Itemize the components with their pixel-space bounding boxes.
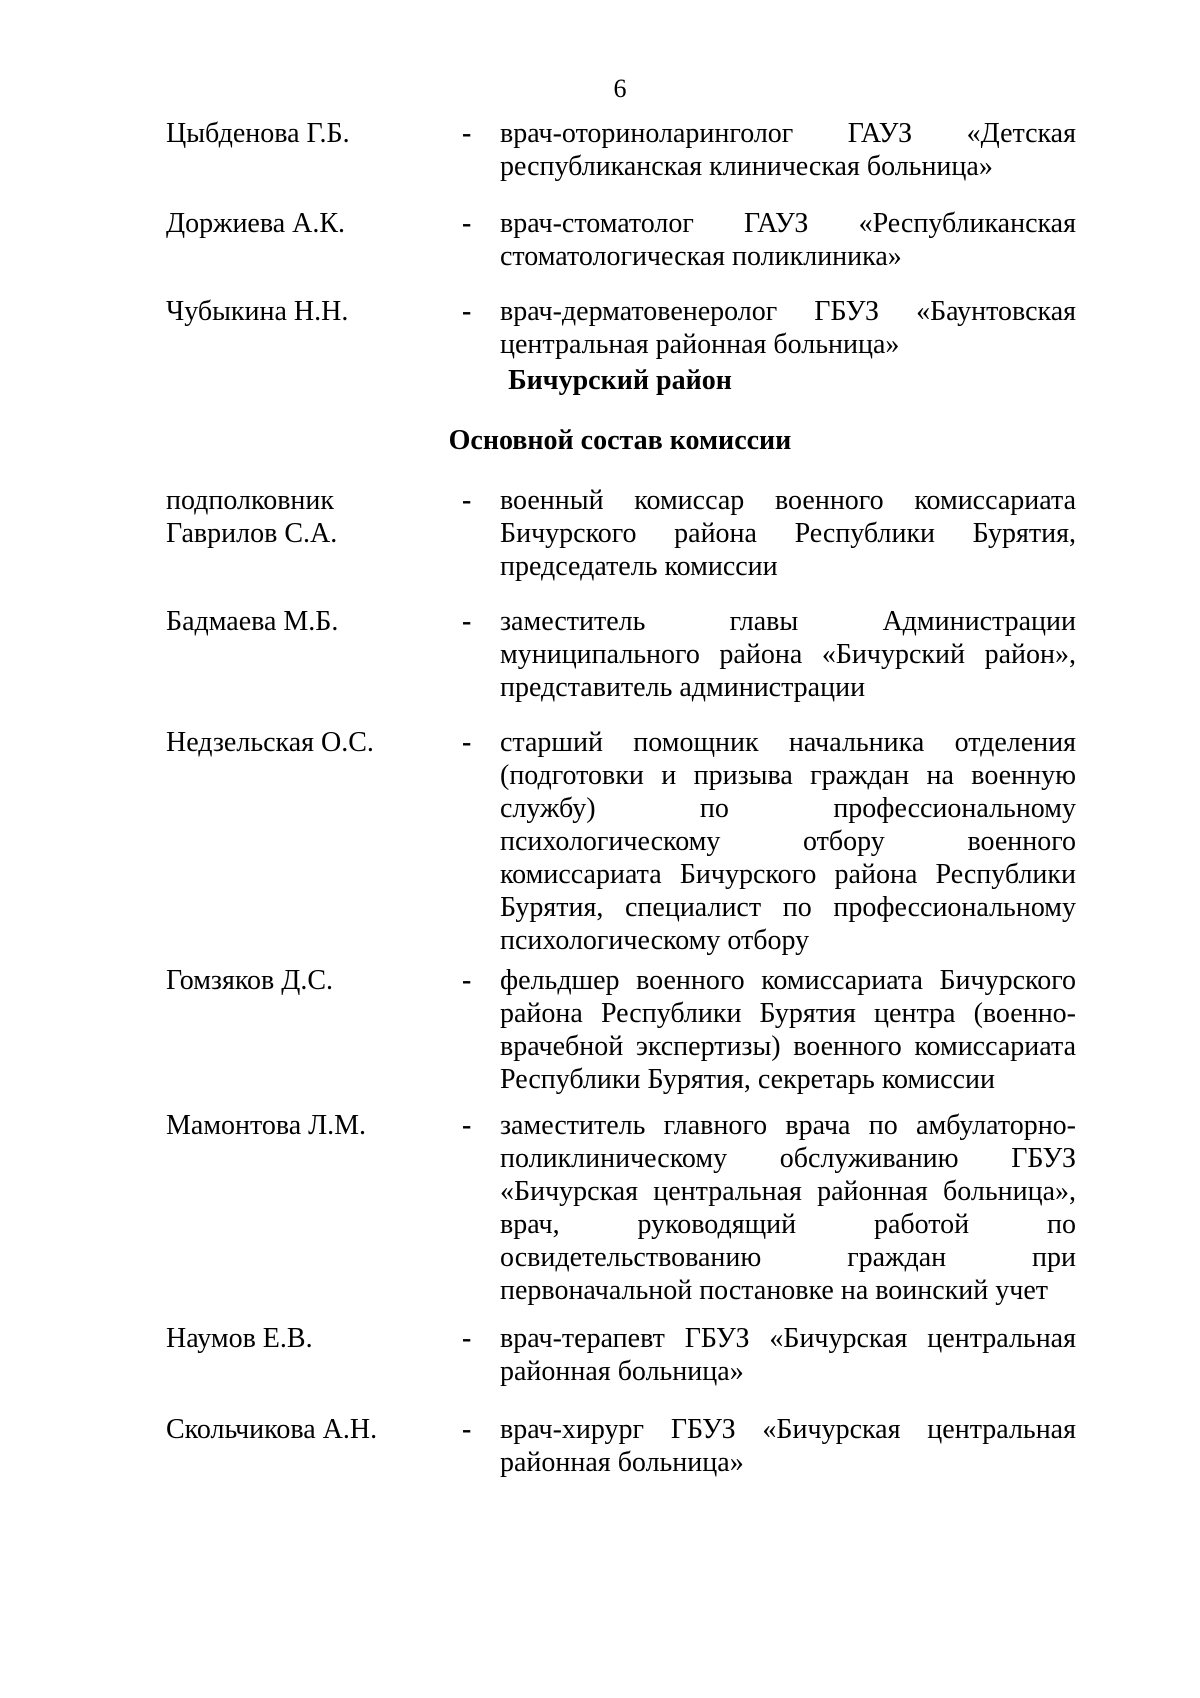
member-position: врач-оториноларинголог ГАУЗ «Детская республиканская клиническая больница» xyxy=(500,118,1076,182)
member-position: врач-стоматолог ГАУЗ «Республиканская стоматологическая поликлиника» xyxy=(500,208,1076,272)
dash-separator: - xyxy=(462,118,472,149)
dash-separator: - xyxy=(462,727,472,758)
member-name: Доржиева А.К. xyxy=(166,208,346,239)
member-name: Скольчикова А.Н. xyxy=(166,1414,378,1445)
member-name: Мамонтова Л.М. xyxy=(166,1110,367,1141)
member-position: военный комиссар военного комиссариата Бичурского района Республики Бурятия, председатель комиссии xyxy=(500,485,1076,582)
dash-separator: - xyxy=(462,606,472,637)
member-position: врач-хирург ГБУЗ «Бичурская центральная районная больница» xyxy=(500,1414,1076,1478)
member-name: Бадмаева М.Б. xyxy=(166,606,339,637)
dash-separator: - xyxy=(462,208,472,239)
member-name: Наумов Е.В. xyxy=(166,1323,313,1354)
member-name: Гомзяков Д.С. xyxy=(166,965,334,996)
dash-separator: - xyxy=(462,965,472,996)
member-position: старший помощник начальника отделения (подготовки и призыва граждан на военную службу) по профессиональному психологическому отбору военного комиссариата Бичурского района Республики Бурятия, специалист по профессиональному психологическому отбору xyxy=(500,727,1076,956)
district-heading: Бичурский район xyxy=(508,365,732,396)
member-position: заместитель главного врача по амбулаторно-поликлиническому обслуживанию ГБУЗ «Бичурская центральная районная больница», врач, руководящий работой по освидетельствованию граждан при первоначальной постановке на воинский учет xyxy=(500,1110,1076,1306)
dash-separator: - xyxy=(462,1110,472,1141)
member-position: врач-дерматовенеролог ГБУЗ «Баунтовская центральная районная больница» xyxy=(500,296,1076,360)
member-position: заместитель главы Администрации муниципального района «Бичурский район», представитель администрации xyxy=(500,606,1076,703)
member-name: Недзельская О.С. xyxy=(166,727,374,758)
dash-separator: - xyxy=(462,1414,472,1445)
dash-separator: - xyxy=(462,296,472,327)
dash-separator: - xyxy=(462,485,472,516)
page-number: 6 xyxy=(613,74,627,103)
dash-separator: - xyxy=(462,1323,472,1354)
member-position: врач-терапевт ГБУЗ «Бичурская центральная районная больница» xyxy=(500,1323,1076,1387)
section-heading: Основной состав комиссии xyxy=(448,425,792,456)
member-name: подполковник Гаврилов С.А. xyxy=(166,485,338,549)
member-name: Чубыкина Н.Н. xyxy=(166,296,349,327)
member-position: фельдшер военного комиссариата Бичурского района Республики Бурятия центра (военно-врачебной экспертизы) военного комиссариата Республики Бурятия, секретарь комиссии xyxy=(500,965,1076,1095)
member-name: Цыбденова Г.Б. xyxy=(166,118,350,149)
